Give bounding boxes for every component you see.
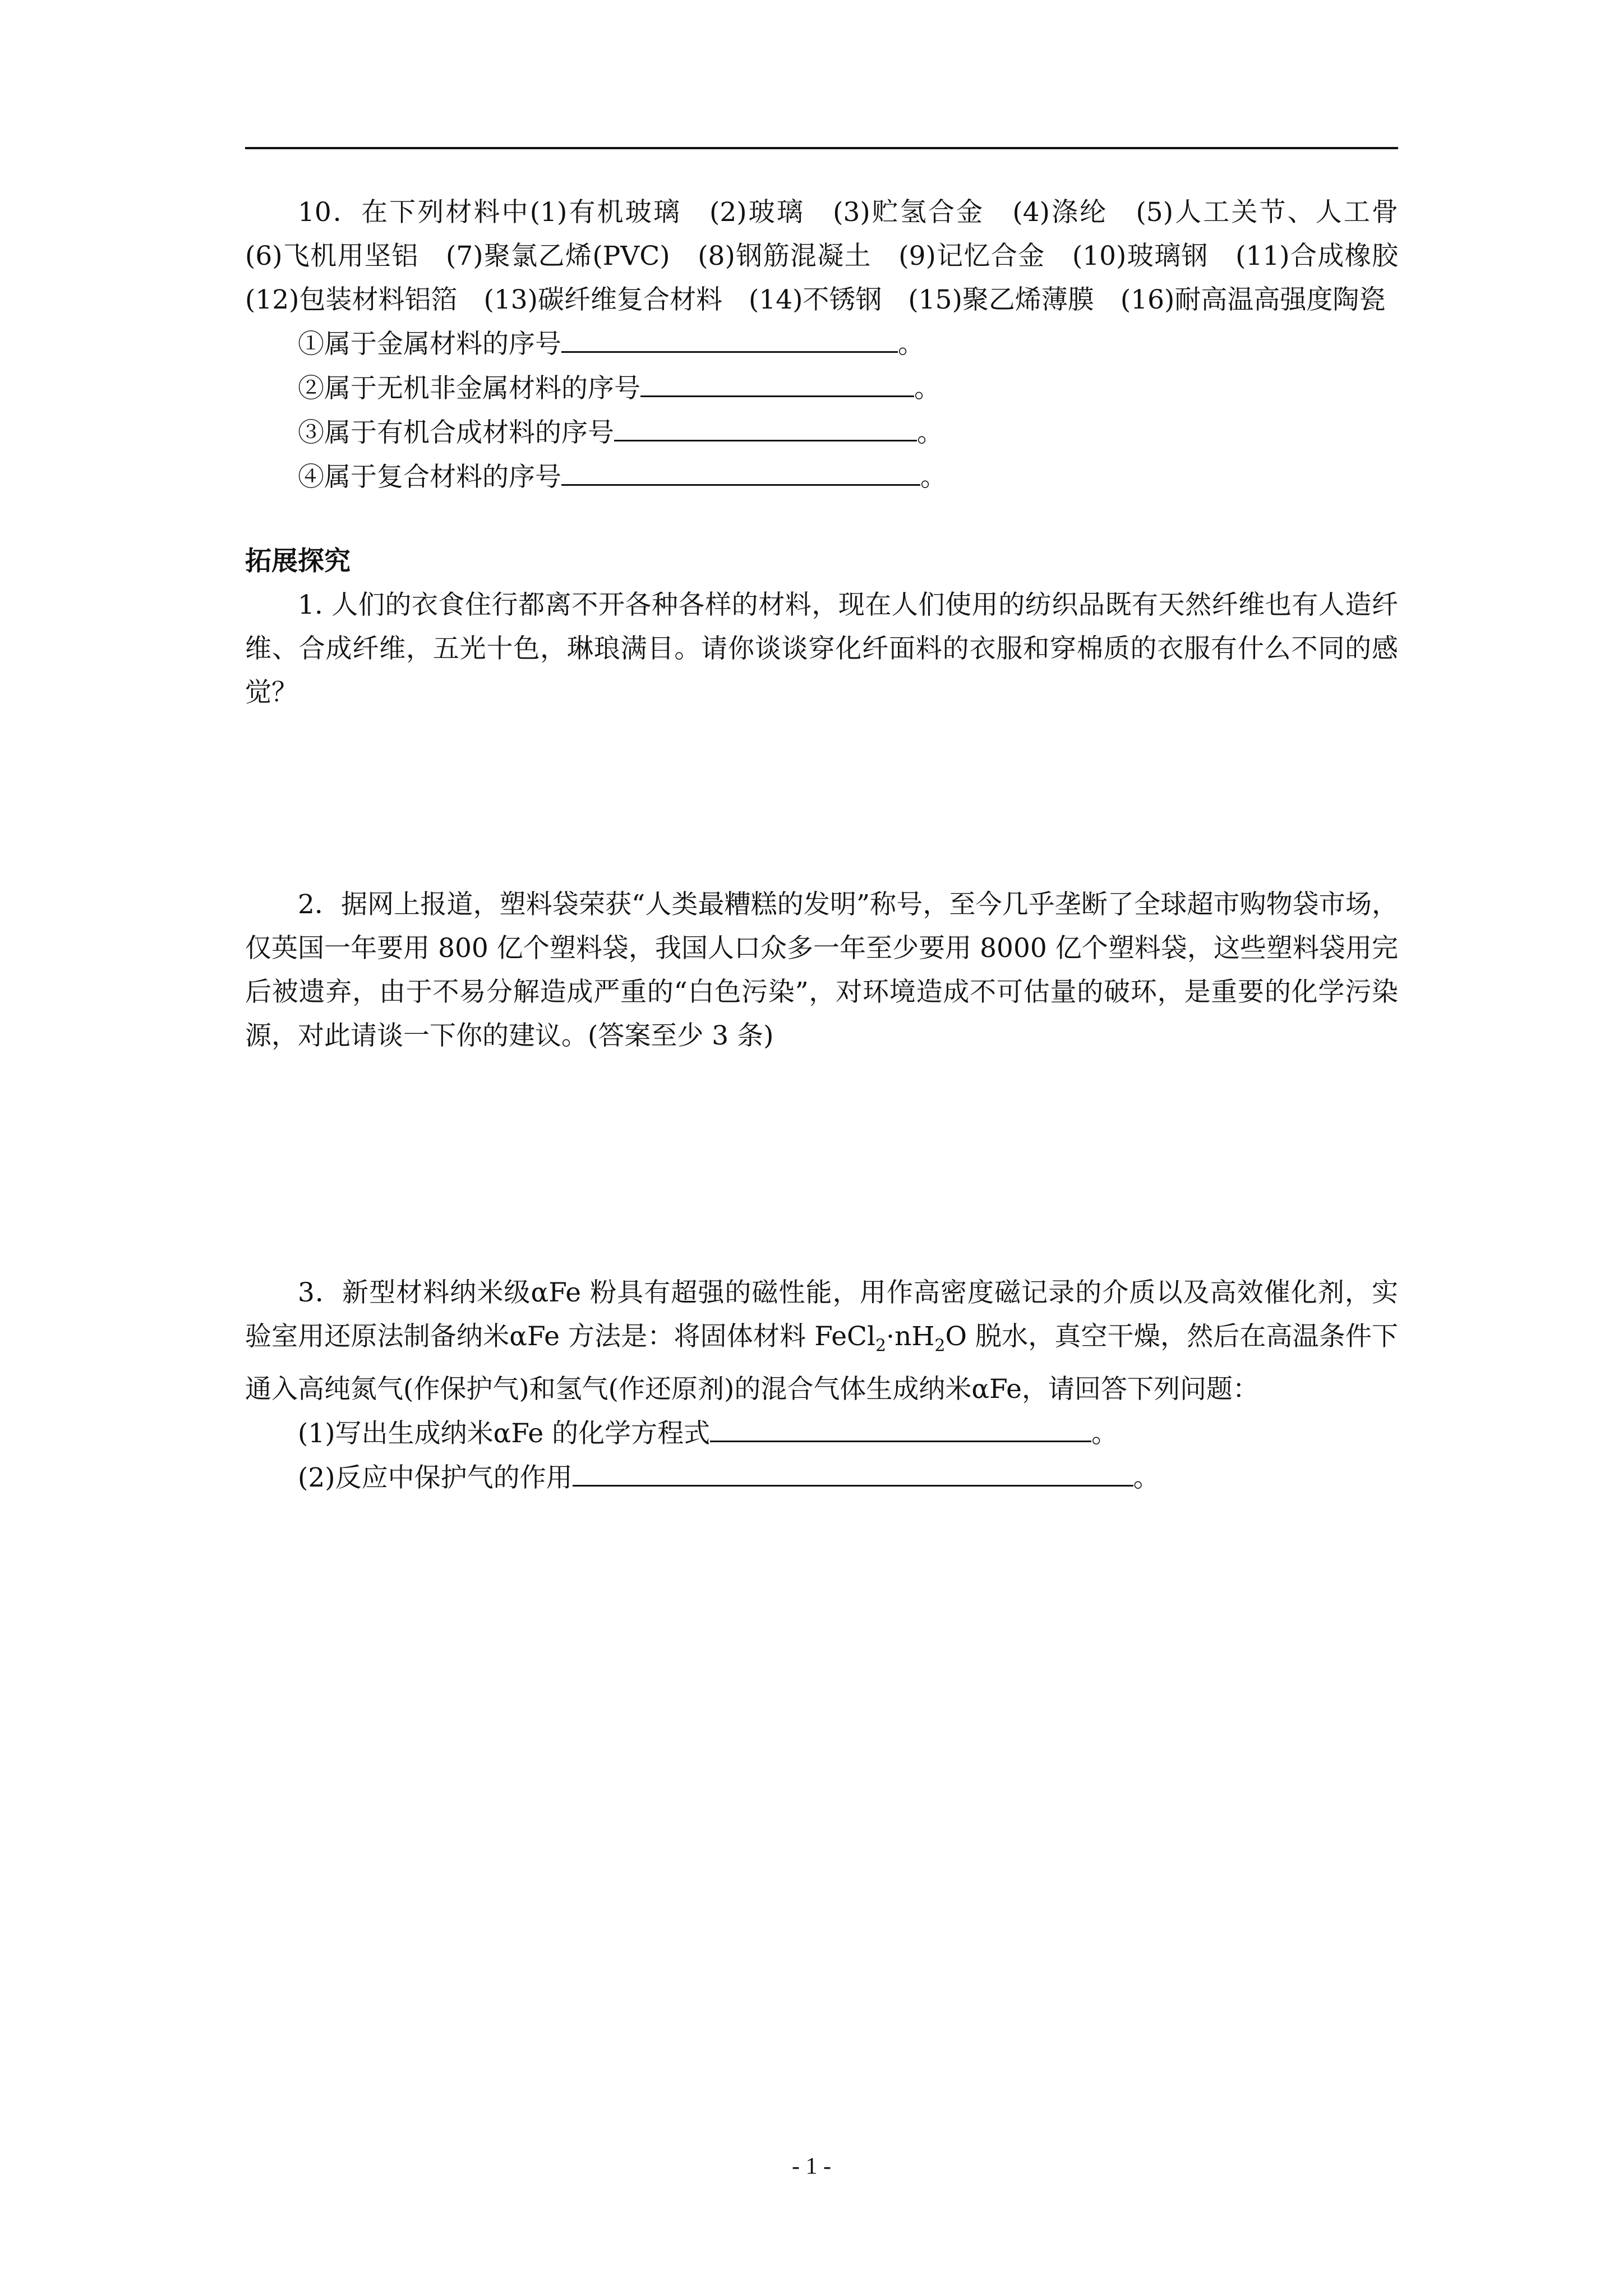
question-10-text: 10．在下列材料中(1)有机玻璃 (2)玻璃 (3)贮氢合金 (4)涤纶 (5)人工关节、人工骨 (6)飞机用坚铝 (7)聚氯乙烯(PVC) (8)钢筋混凝土 (9)记忆合金 (10)玻璃钢 (11)合成橡胶 (12)包装材料铝箔 (13)碳纤维复合材料 (14)不锈钢 (15)聚乙烯薄膜 (16)耐高温高强度陶瓷 [245,197,1424,315]
item-2-end: 。 [914,373,940,404]
sub-1-label: (1)写出生成纳米αFe 的化学方程式 [298,1418,711,1450]
page-number: - 1 - [792,2154,831,2179]
extension-question-3 [245,1271,1398,1411]
section-title: 拓展探究 [245,546,351,577]
answer-blank-3[interactable] [614,411,917,441]
question-10-item-3 [245,411,1398,455]
extension-question-1: 1. 人们的衣食住行都离不开各种各样的材料，现在人们使用的纺织品既有天然纤维也有人造纤维、合成纤维，五光十色，琳琅满目。请你谈谈穿化纤面料的衣服和穿棉质的衣服有什么不同的感觉？ [245,590,1398,708]
q3-text-part-c: O 脱水，真空干燥，然后在高温条件下通入高纯氮气(作保护气)和氢气(作还原剂)的混合气体生成纳米αFe，请回答下列问题： [245,1321,1398,1405]
header-rule [245,147,1398,149]
question-10-item-2 [245,366,1398,411]
question-10-item-1 [245,322,1398,366]
item-3-end: 。 [917,417,943,448]
page-content [245,191,1424,1500]
item-1-label: ①属于金属材料的序号 [298,329,561,360]
sub-2-label: (2)反应中保护气的作用 [298,1462,573,1494]
sub-2-end: 。 [1133,1462,1160,1494]
answer-blank-4[interactable] [561,455,920,486]
answer-space-2[interactable] [245,1058,1398,1271]
item-4-end: 。 [920,462,947,493]
answer-blank-1[interactable] [561,322,898,353]
q3-text-part-b: ·nH [886,1321,935,1352]
extension-question-2: 2．据网上报道，塑料袋荣获“人类最糟糕的发明”称号，至今几乎垄断了全球超市购物袋市场，仅英国一年要用 800 亿个塑料袋，我国人口众多一年至少要用 8000 亿个塑料袋，这些塑料袋用完后被遗弃，由于不易分解造成严重的“白色污染”，对环境造成不可估量的破环，是重要的化学污染源，对此请谈一下你的建议。(答案至少 3 条) [245,889,1398,1051]
question-3-sub-1 [245,1411,1398,1456]
q3-subscript-h: 2 [934,1336,946,1356]
q3-subscript-cl: 2 [875,1336,887,1356]
answer-blank-q3-1[interactable] [710,1411,1091,1442]
sub-1-end: 。 [1091,1418,1118,1450]
question-10-item-4 [245,455,1398,499]
answer-blank-q3-2[interactable] [573,1456,1133,1487]
item-4-label: ④属于复合材料的序号 [298,462,561,493]
question-3-sub-2 [245,1456,1398,1500]
item-2-label: ②属于无机非金属材料的序号 [298,373,640,404]
answer-space-1[interactable] [245,715,1398,883]
answer-blank-2[interactable] [640,366,914,397]
item-3-label: ③属于有机合成材料的序号 [298,417,614,448]
q3-text-part-a: 3．新型材料纳米级αFe 粉具有超强的磁性能，用作高密度磁记录的介质以及高效催化剂，实验室用还原法制备纳米αFe 方法是：将固体材料 FeCl [245,1277,1398,1352]
item-1-end: 。 [898,329,924,360]
